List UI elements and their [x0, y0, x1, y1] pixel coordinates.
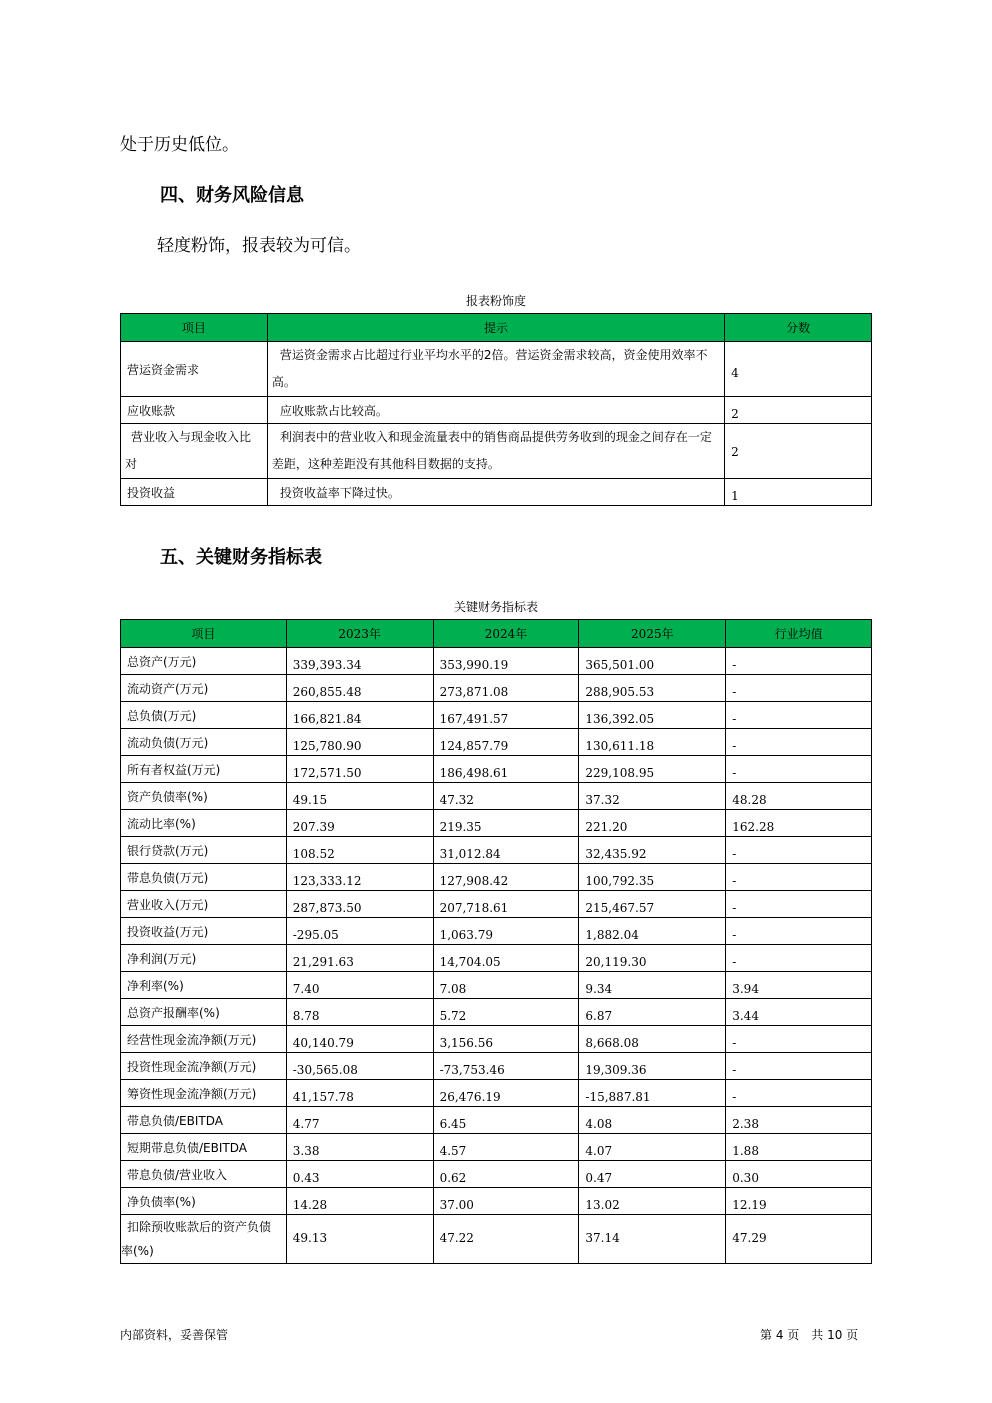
indicator-value: 6.87	[579, 999, 726, 1026]
indicator-value: 167,491.57	[433, 702, 579, 729]
indicator-value: 7.40	[286, 972, 433, 999]
indicator-value: 207,718.61	[433, 891, 579, 918]
indicator-item: 资产负债率(%)	[121, 783, 287, 810]
indicator-value: 5.72	[433, 999, 579, 1026]
risk-score: 2	[725, 424, 872, 479]
indicator-value: 32,435.92	[579, 837, 726, 864]
indicator-table	[120, 619, 872, 1264]
indicator-value: 14.28	[286, 1188, 433, 1215]
indicator-value: -295.05	[286, 918, 433, 945]
indicator-value: 47.22	[433, 1215, 579, 1264]
indicator-value: 4.77	[286, 1107, 433, 1134]
indicator-value: 166,821.84	[286, 702, 433, 729]
indicator-value: 4.57	[433, 1134, 579, 1161]
indicator-value: 19,309.36	[579, 1053, 726, 1080]
risk-table	[120, 313, 872, 506]
table-row	[121, 837, 872, 864]
indicator-value: 221.20	[579, 810, 726, 837]
table-row	[121, 918, 872, 945]
section-4-summary: 轻度粉饰，报表较为可信。	[157, 236, 361, 256]
table-row	[121, 945, 872, 972]
indicator-header-2023: 2023年	[286, 620, 433, 648]
risk-hint: 利润表中的营业收入和现金流量表中的销售商品提供劳务收到的现金之间存在一定差距，这种差距没有其他科目数据的支持。	[267, 424, 724, 479]
risk-item: 投资收益	[121, 479, 268, 506]
risk-score: 2	[725, 397, 872, 424]
indicator-value: -	[726, 1053, 872, 1080]
indicator-item: 流动资产(万元)	[121, 675, 287, 702]
indicator-item: 净负债率(%)	[121, 1188, 287, 1215]
indicator-value: 108.52	[286, 837, 433, 864]
indicator-value: -	[726, 1080, 872, 1107]
indicator-value: 215,467.57	[579, 891, 726, 918]
table-row	[121, 1080, 872, 1107]
indicator-value: 229,108.95	[579, 756, 726, 783]
indicator-value: 172,571.50	[286, 756, 433, 783]
indicator-value: 9.34	[579, 972, 726, 999]
indicator-value: -	[726, 756, 872, 783]
risk-item: 营业收入与现金收入比对	[121, 424, 268, 479]
indicator-value: 1,063.79	[433, 918, 579, 945]
indicator-item: 流动比率(%)	[121, 810, 287, 837]
indicator-item: 总资产报酬率(%)	[121, 999, 287, 1026]
indicator-value: 136,392.05	[579, 702, 726, 729]
table-row	[121, 1215, 872, 1264]
indicator-value: 47.32	[433, 783, 579, 810]
indicator-item: 银行贷款(万元)	[121, 837, 287, 864]
table-row	[121, 999, 872, 1026]
section-4-heading: 四、财务风险信息	[160, 185, 304, 206]
table-row	[121, 783, 872, 810]
indicator-value: 0.47	[579, 1161, 726, 1188]
indicator-value: 339,393.34	[286, 648, 433, 675]
indicator-value: 12.19	[726, 1188, 872, 1215]
indicator-value: 26,476.19	[433, 1080, 579, 1107]
risk-header-score: 分数	[725, 314, 872, 342]
indicator-value: 207.39	[286, 810, 433, 837]
indicator-value: -	[726, 1026, 872, 1053]
risk-item: 营运资金需求	[121, 342, 268, 397]
indicator-item: 所有者权益(万元)	[121, 756, 287, 783]
indicator-value: 353,990.19	[433, 648, 579, 675]
indicator-value: 125,780.90	[286, 729, 433, 756]
indicator-value: 47.29	[726, 1215, 872, 1264]
indicator-item: 流动负债(万元)	[121, 729, 287, 756]
indicator-value: 288,905.53	[579, 675, 726, 702]
indicator-value: 37.00	[433, 1188, 579, 1215]
indicator-value: 1,882.04	[579, 918, 726, 945]
indicator-item: 短期带息负债/EBITDA	[121, 1134, 287, 1161]
indicator-value: -	[726, 918, 872, 945]
indicator-value: -	[726, 891, 872, 918]
indicator-value: 0.30	[726, 1161, 872, 1188]
indicator-item: 净利润(万元)	[121, 945, 287, 972]
table-row	[121, 1188, 872, 1215]
indicator-value: 123,333.12	[286, 864, 433, 891]
table-row	[121, 675, 872, 702]
indicator-value: -	[726, 729, 872, 756]
indicator-table-caption: 关键财务指标表	[453, 600, 538, 614]
indicator-item: 总负债(万元)	[121, 702, 287, 729]
indicator-value: 37.32	[579, 783, 726, 810]
indicator-value: 162.28	[726, 810, 872, 837]
indicator-item: 带息负债(万元)	[121, 864, 287, 891]
indicator-value: 273,871.08	[433, 675, 579, 702]
indicator-item: 带息负债/营业收入	[121, 1161, 287, 1188]
table-row	[121, 342, 872, 397]
table-row	[121, 810, 872, 837]
indicator-item: 带息负债/EBITDA	[121, 1107, 287, 1134]
indicator-value: 8,668.08	[579, 1026, 726, 1053]
indicator-item: 投资收益(万元)	[121, 918, 287, 945]
table-row	[121, 648, 872, 675]
indicator-value: -	[726, 702, 872, 729]
indicator-value: 37.14	[579, 1215, 726, 1264]
indicator-value: 6.45	[433, 1107, 579, 1134]
indicator-value: 7.08	[433, 972, 579, 999]
indicator-header-item: 项目	[121, 620, 287, 648]
indicator-value: 260,855.48	[286, 675, 433, 702]
table-row	[121, 424, 872, 479]
indicator-value: 14,704.05	[433, 945, 579, 972]
indicator-value: 3.94	[726, 972, 872, 999]
indicator-value: 40,140.79	[286, 1026, 433, 1053]
table-row	[121, 1053, 872, 1080]
indicator-value: 20,119.30	[579, 945, 726, 972]
table-row	[121, 891, 872, 918]
risk-score: 4	[725, 342, 872, 397]
indicator-item: 总资产(万元)	[121, 648, 287, 675]
indicator-value: 0.62	[433, 1161, 579, 1188]
indicator-value: 21,291.63	[286, 945, 433, 972]
indicator-item: 经营性现金流净额(万元)	[121, 1026, 287, 1053]
indicator-item: 筹资性现金流净额(万元)	[121, 1080, 287, 1107]
indicator-value: -	[726, 675, 872, 702]
indicator-header-industry-avg: 行业均值	[726, 620, 872, 648]
indicator-value: 4.08	[579, 1107, 726, 1134]
indicator-value: 100,792.35	[579, 864, 726, 891]
indicator-item: 净利率(%)	[121, 972, 287, 999]
table-row	[121, 972, 872, 999]
indicator-value: -	[726, 648, 872, 675]
table-row	[121, 1134, 872, 1161]
indicator-value: 186,498.61	[433, 756, 579, 783]
indicator-value: 13.02	[579, 1188, 726, 1215]
indicator-value: 31,012.84	[433, 837, 579, 864]
table-row	[121, 729, 872, 756]
indicator-value: 49.13	[286, 1215, 433, 1264]
indicator-value: 41,157.78	[286, 1080, 433, 1107]
risk-table-caption: 报表粉饰度	[465, 294, 526, 308]
indicator-value: -	[726, 945, 872, 972]
indicator-header-2025: 2025年	[579, 620, 726, 648]
indicator-value: 219.35	[433, 810, 579, 837]
indicator-value: 124,857.79	[433, 729, 579, 756]
indicator-header-2024: 2024年	[433, 620, 579, 648]
table-row	[121, 1026, 872, 1053]
indicator-value: -	[726, 837, 872, 864]
indicator-value: 3,156.56	[433, 1026, 579, 1053]
footer-confidential-note: 内部资料，妥善保管	[120, 1328, 229, 1342]
indicator-value: 130,611.18	[579, 729, 726, 756]
indicator-value: 365,501.00	[579, 648, 726, 675]
indicator-value: 49.15	[286, 783, 433, 810]
table-row	[121, 864, 872, 891]
indicator-table-header-row	[121, 620, 872, 648]
indicator-value: 0.43	[286, 1161, 433, 1188]
indicator-value: -73,753.46	[433, 1053, 579, 1080]
risk-item: 应收账款	[121, 397, 268, 424]
indicator-value: 8.78	[286, 999, 433, 1026]
section-5-heading: 五、关键财务指标表	[160, 547, 322, 568]
indicator-value: -	[726, 864, 872, 891]
risk-header-item: 项目	[121, 314, 268, 342]
risk-hint: 应收账款占比较高。	[267, 397, 724, 424]
indicator-value: 2.38	[726, 1107, 872, 1134]
indicator-value: -15,887.81	[579, 1080, 726, 1107]
table-row	[121, 1107, 872, 1134]
indicator-value: 287,873.50	[286, 891, 433, 918]
indicator-value: 127,908.42	[433, 864, 579, 891]
indicator-value: 3.44	[726, 999, 872, 1026]
risk-hint: 营运资金需求占比超过行业平均水平的2倍。营运资金需求较高，资金使用效率不高。	[267, 342, 724, 397]
risk-hint: 投资收益率下降过快。	[267, 479, 724, 506]
table-row	[121, 1161, 872, 1188]
intro-line: 处于历史低位。	[120, 135, 239, 155]
indicator-item: 营业收入(万元)	[121, 891, 287, 918]
risk-table-header-row	[121, 314, 872, 342]
table-row	[121, 479, 872, 506]
footer-page-number: 第 4 页 共 10 页	[760, 1328, 859, 1342]
table-row	[121, 397, 872, 424]
risk-score: 1	[725, 479, 872, 506]
risk-header-hint: 提示	[267, 314, 724, 342]
indicator-value: -30,565.08	[286, 1053, 433, 1080]
indicator-value: 48.28	[726, 783, 872, 810]
table-row	[121, 702, 872, 729]
indicator-item: 扣除预收账款后的资产负债率(%)	[121, 1215, 287, 1264]
indicator-value: 1.88	[726, 1134, 872, 1161]
indicator-value: 3.38	[286, 1134, 433, 1161]
indicator-value: 4.07	[579, 1134, 726, 1161]
table-row	[121, 756, 872, 783]
indicator-item: 投资性现金流净额(万元)	[121, 1053, 287, 1080]
